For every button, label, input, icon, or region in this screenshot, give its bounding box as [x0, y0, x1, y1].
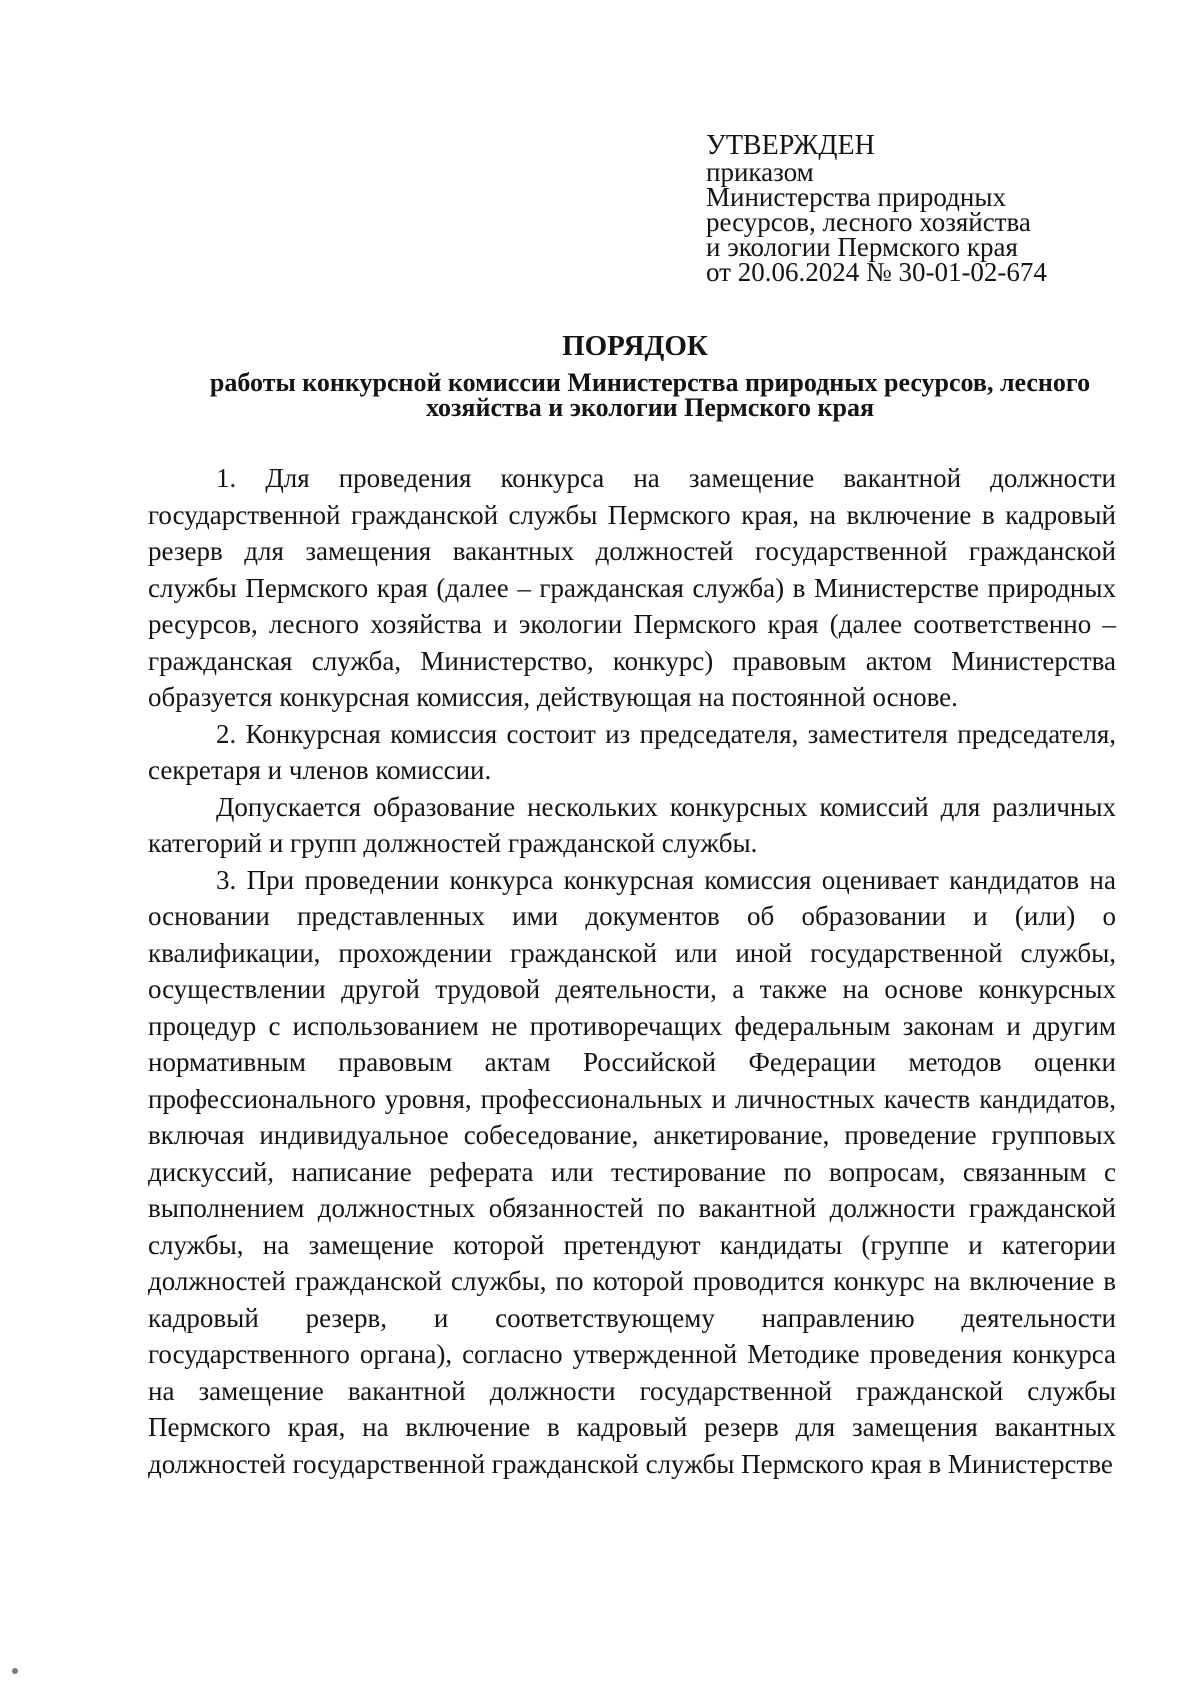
document-title: ПОРЯДОК: [562, 330, 708, 362]
paragraph-2-continued: Допускается образование нескольких конкурсных комиссий для различных категорий и групп должностей гражданской службы.: [148, 791, 1116, 858]
paragraph-2: 2. Конкурсная комиссия состоит из председателя, заместителя председателя, секретаря и членов комиссии.: [148, 718, 1116, 785]
paragraph-3: 3. При проведении конкурса конкурсная комиссия оценивает кандидатов на основании представленных ими документов об образовании и (или) о квалификации, прохождении гражданской или иной государственной службы, осуществлении другой трудовой деятельности, а также на основе конкурсных процедур с использованием не противоречащих федеральным законам и другим нормативным правовым актам Российской Федерации методов оценки профессионального уровня, профессиональных и личностных качеств кандидатов, включая индивидуальное собеседование, анкетирование, проведение групповых дискуссий, написание реферата или тестирование по вопросам, связанным с выполнением должностных обязанностей по вакантной должности гражданской службы, на замещение которой претендуют кандидаты (группе и категории должностей гражданской службы, по которой проводится конкурс на включение в кадровый резерв, и соответствующему направлению деятельности государственного органа), согласно утвержденной Методике проведения конкурса на замещение вакантной должности государственной гражданской службы Пермского края, на включение в кадровый резерв для замещения вакантных должностей государственной гражданской службы Пермского края в Министерстве: [148, 864, 1116, 1479]
approval-line: приказом: [706, 157, 814, 187]
approval-line: Министерства природных: [706, 182, 1006, 212]
approval-stamp-block: [706, 132, 1106, 285]
scan-artifact-dot: [12, 1668, 18, 1674]
paragraph-1: 1. Для проведения конкурса на замещение вакантной должности государственной гражданской службы Пермского края, на включение в кадровый резерв для замещения вакантных должностей государственной гражданской службы Пермского края (далее – гражданская служба) в Министерстве природных ресурсов, лесного хозяйства и экологии Пермского края (далее соответственно – гражданская служба, Министерство, конкурс) правовым актом Министерства образуется конкурсная комиссия, действующая на постоянной основе.: [148, 463, 1116, 712]
approval-line: ресурсов, лесного хозяйства: [706, 207, 1031, 237]
approval-heading: УТВЕРЖДЕН: [706, 130, 875, 161]
approval-order-number: от 20.06.2024 № 30-01-02-674: [706, 257, 1047, 287]
approval-line: и экологии Пермского края: [706, 232, 1018, 262]
document-subtitle: работы конкурсной комиссии Министерства природных ресурсов, лесного хозяйства и экологии Пермского края: [209, 368, 1091, 422]
document-body: [148, 460, 1116, 1482]
